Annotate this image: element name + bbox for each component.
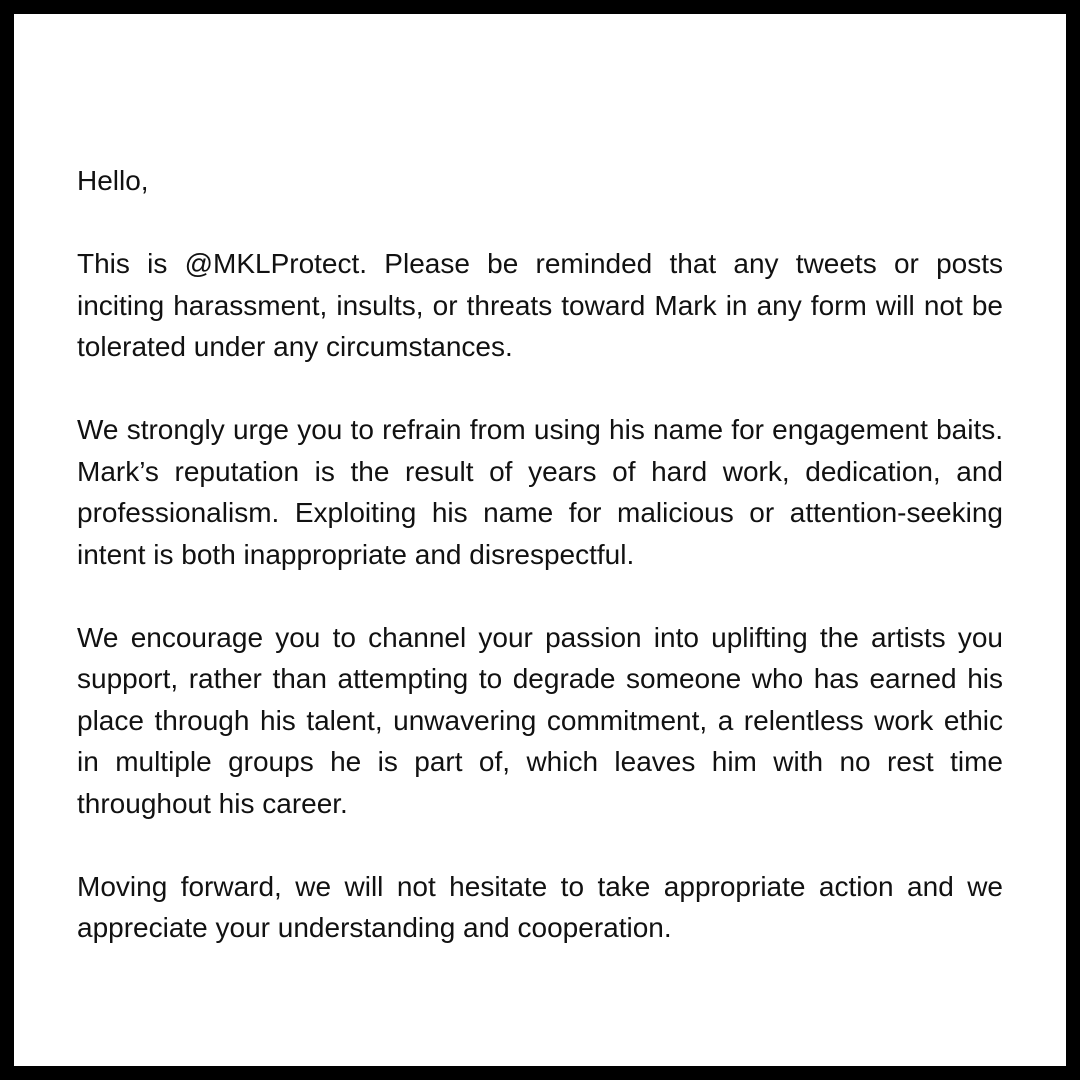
paragraph-encouragement: We encourage you to channel your passion into uplifting the artists you support, rather than attempting to degrade someone who has earned his place through his talent, unwavering commitment, a relentless work ethic in multiple groups he is part of, which leaves him with no rest time throughout his career. [77,621,1003,819]
paragraph-closing: Moving forward, we will not hesitate to take appropriate action and we appreciate your understanding and cooperation. [77,870,1003,943]
letter-body [77,160,1003,949]
greeting: Hello, [77,165,149,196]
letter-page [14,14,1066,1066]
paragraph-intro: This is @MKLProtect. Please be reminded that any tweets or posts inciting harassment, insults, or threats toward Mark in any form will not be tolerated under any circumstances. [77,248,1003,362]
paragraph-engagement-baits: We strongly urge you to refrain from using his name for engagement baits. Mark’s reputation is the result of years of hard work, dedication, and professionalism. Exploiting his name for malicious or attention-seeking intent is both inappropriate and disrespectful. [77,414,1003,570]
